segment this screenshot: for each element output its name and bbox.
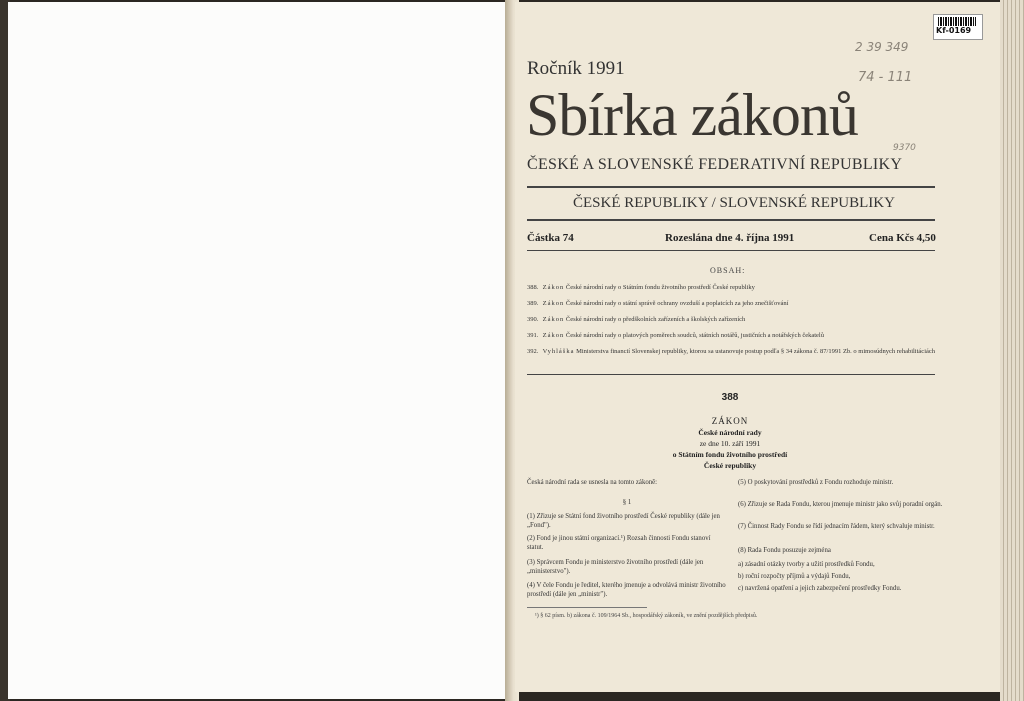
law-subject: o Státním fondu životního prostředí (672, 450, 788, 459)
barcode-label (933, 14, 983, 40)
toc-number: 392. (527, 348, 539, 355)
contents-heading: OBSAH: (710, 266, 746, 275)
volume-year: Ročník 1991 (527, 58, 625, 79)
paragraph-5: (5) O poskytování prostředků z Fondu rozhoduje ministr. (738, 479, 894, 486)
barcode-icon (938, 17, 976, 26)
law-type: ZÁKON (711, 416, 749, 426)
handwritten-range: 74 - 111 (858, 70, 913, 85)
toc-number: 389. (527, 300, 539, 307)
issue-date: Rozeslána dne 4. října 1991 (665, 232, 795, 244)
toc-text: České národní rady o státní správě ochrany ovzduší a poplatcích za jeho znečišťování (565, 300, 789, 307)
subtitle-2: ČESKÉ REPUBLIKY / SLOVENSKÉ REPUBLIKY (573, 195, 895, 211)
barcode-text: Kf-0169 (936, 26, 972, 35)
contents-rule (527, 374, 935, 375)
law-subject-2: České republiky (703, 461, 757, 470)
law-date: ze dne 10. září 1991 (699, 439, 761, 448)
list-item-a: a) zásadní otázky tvorby a užití prostředků Fondu, (738, 561, 875, 568)
page-stack-edges (1000, 0, 1024, 701)
paragraph-8: (8) Rada Fondu posuzuje zejména (738, 547, 831, 554)
toc-item (527, 283, 937, 292)
toc-text: České národní rady o Státním fondu životního prostředí České republiky (565, 284, 755, 291)
toc-item (527, 347, 937, 356)
list-item-b: b) roční rozpočty příjmů a výdajů Fondu, (738, 573, 851, 580)
paragraph-4: (4) V čele Fondu je ředitel, kterého jmenuje a odvolává ministr životního prostředí (dále jen „ministr"). (527, 582, 726, 598)
page-title: Sbírka zákonů (526, 82, 858, 148)
paragraph-7: (7) Činnost Rady Fondu se řídí jednacím řádem, který schvaluje ministr. (738, 523, 935, 530)
law-issuer: České národní rady (698, 428, 762, 437)
handwritten-small: 9370 (893, 143, 916, 153)
subtitle: ČESKÉ A SLOVENSKÉ FEDERATIVNÍ REPUBLIKY (527, 156, 903, 173)
issue-number: Částka 74 (527, 232, 574, 244)
issue-price: Cena Kčs 4,50 (869, 232, 936, 244)
law-intro: Česká národní rada se usnesla na tomto zákoně: (527, 479, 658, 486)
header-rule-bottom (527, 250, 935, 251)
paragraph-6: (6) Zřizuje se Rada Fondu, kterou jmenuje ministr jako svůj poradní orgán. (738, 501, 943, 508)
toc-item (527, 331, 937, 340)
toc-text: České národní rady o předškolních zařízeních a školských zařízeních (565, 316, 746, 323)
toc-number: 391. (527, 332, 539, 339)
toc-text: České národní rady o platových poměrech soudců, státních notářů, justičních a notářských čekatelů (565, 332, 824, 339)
law-number: 388 (721, 392, 739, 403)
handwritten-number: 2 39 349 (855, 40, 909, 54)
toc-kind: Zákon (542, 316, 565, 323)
section-heading: § 1 (622, 499, 632, 506)
toc-number: 390. (527, 316, 539, 323)
footnote-rule (527, 607, 647, 608)
toc-item (527, 299, 937, 308)
toc-kind: Zákon (542, 284, 565, 291)
paragraph-3: (3) Správcem Fondu je ministerstvo životního prostředí (dále jen „ministerstvo"). (527, 559, 704, 575)
toc-text: Ministerstva financií Slovenskej republiky, ktorou sa ustanovuje postup podľa § 34 zákona č. 87/1991 Zb. o mimosúdnych rehabilitáciách (576, 348, 936, 355)
toc-kind: Zákon (542, 300, 565, 307)
toc-kind: Vyhláška (542, 348, 575, 355)
paragraph-1: (1) Zřizuje se Státní fond životního prostředí České republiky (dále jen „Fond"). (527, 513, 720, 529)
header-rule-top (527, 186, 935, 188)
toc-item (527, 315, 937, 324)
list-item-c: c) navržená opatření a jejich zabezpečení prostředky Fondu. (738, 585, 902, 592)
toc-number: 388. (527, 284, 539, 291)
toc-kind: Zákon (542, 332, 565, 339)
left-blank-page (8, 2, 509, 699)
footnote: ¹) § 62 písm. b) zákona č. 109/1964 Sb., hospodářský zákoník, ve znění pozdějších předpisů. (535, 613, 758, 619)
header-rule-mid (527, 219, 935, 221)
paragraph-2: (2) Fond je jinou státní organizací.¹) Rozsah činnosti Fondu stanoví statut. (527, 535, 711, 551)
